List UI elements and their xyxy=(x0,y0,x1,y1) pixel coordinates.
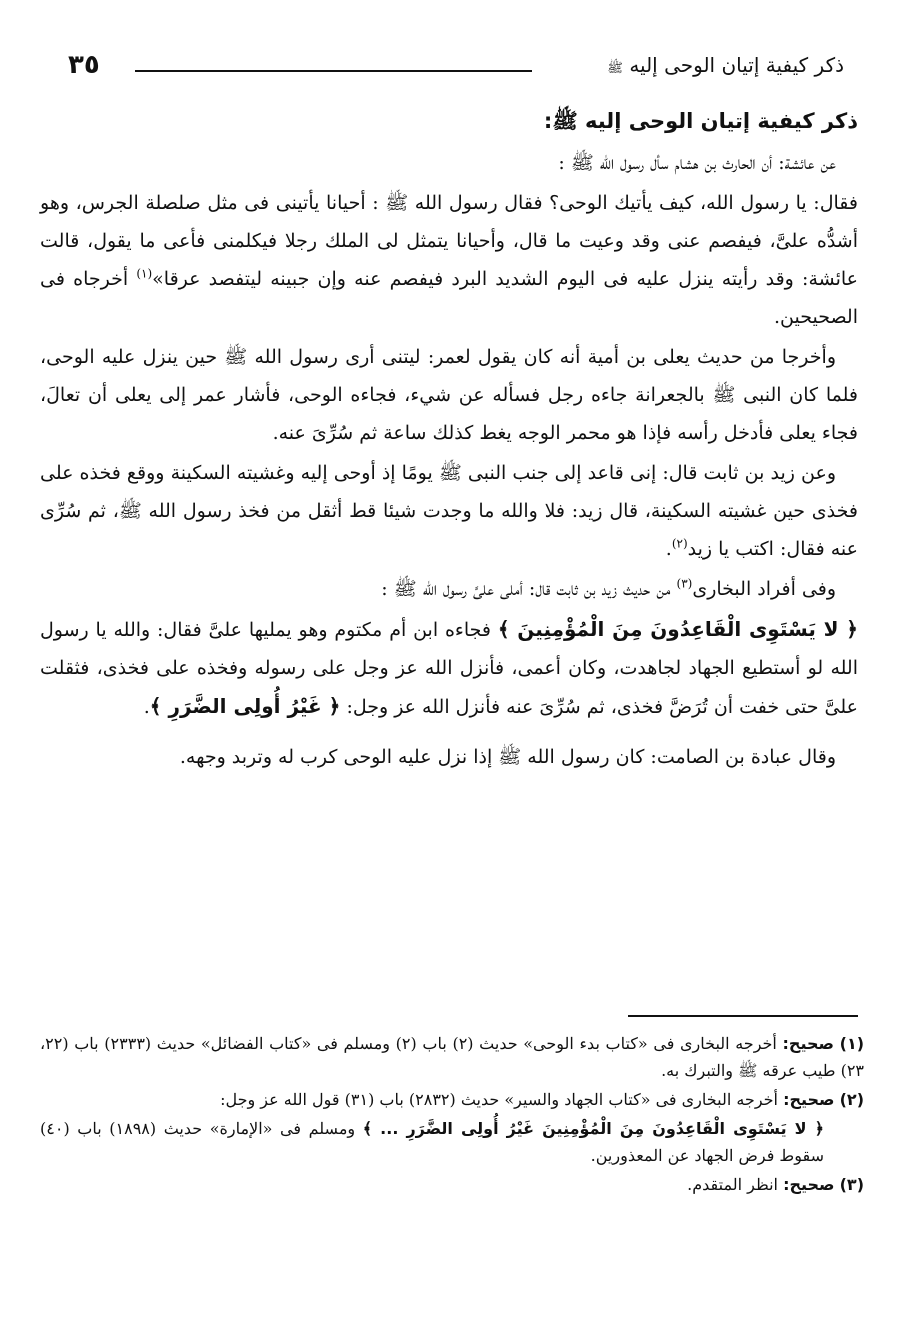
quran-quote: ﴿ غَيْرُ أُولِى الضَّرَرِ ﴾ xyxy=(149,694,341,718)
quran-quote: ﴿ لا يَسْتَوِى الْقَاعِدُونَ مِنَ الْمُؤْمِنِينَ غَيْرُ أُولِى الضَّرَرِ ... ﴾ xyxy=(362,1119,825,1138)
footnote-rule xyxy=(628,1015,858,1017)
footnote-ref-3[interactable]: (٣) xyxy=(676,576,693,591)
footnote-1 xyxy=(40,1030,864,1084)
footnote-text: ومسلم فى «الإمارة» حديث (١٨٩٨) باب (٤٠) سقوط فرض الجهاد عن المعذورين. xyxy=(40,1119,824,1165)
paragraph-bukhari xyxy=(40,570,858,608)
footnote-3 xyxy=(40,1171,864,1198)
paragraph-text: عن عائشة: أن الحارث بن هشام سأل رسول الله ﷺ : xyxy=(558,152,836,174)
footnote-number: (١) xyxy=(839,1034,865,1053)
running-title-text: ذكر كيفية إتيان الوحى إليه xyxy=(629,53,844,77)
honorific-glyph: ﷺ xyxy=(607,61,623,76)
paragraph-zaid xyxy=(40,454,858,568)
footnote-text: أخرجه البخارى فى «كتاب الجهاد والسير» حديث (٢٨٣٢) باب (٣١) قول الله عز وجل: xyxy=(220,1090,784,1109)
running-title xyxy=(607,53,844,79)
paragraph-text: أخرجاه فى الصحيحين. xyxy=(40,268,858,328)
paragraph-text: وقال عبادة بن الصامت: كان رسول الله ﷺ إذا نزل عليه الوحى كرب له وتربد وجهه. xyxy=(179,746,836,768)
footnote-2-continuation xyxy=(40,1115,864,1169)
footnote-2 xyxy=(40,1086,864,1113)
footnote-number: (٣) xyxy=(839,1175,864,1194)
paragraph-quran-verse xyxy=(40,610,858,726)
paragraph-text: وأخرجا من حديث يعلى بن أمية أنه كان يقول لعمر: ليتنى أرى رسول الله ﷺ حين ينزل عليه الوحى، فلما كان النبى ﷺ بالجعرانة جاءه رجل فسأله عن شيء، فجاءه الوحى، فأشار عمر إلى يعلى أن تعالَ، فجاء يعلى فأدخل رأسه فإذا هو محمر الوجه يغط كذلك ساعة ثم سُرِّىَ عنه. xyxy=(40,346,858,444)
footnotes xyxy=(40,1030,864,1200)
footnote-number: (٢) xyxy=(839,1090,864,1109)
paragraph-text: . xyxy=(665,538,672,560)
page-number: ٣٥ xyxy=(68,50,100,80)
paragraph-text: من حديث زيد بن ثابت قال: أملى علىَّ رسول الله ﷺ : xyxy=(381,578,677,600)
paragraph-text: فقال: يا رسول الله، كيف يأتيك الوحى؟ فقال رسول الله ﷺ : أحيانا يأتينى فى مثل صلصلة الجرس، وهو أشدُّه علىَّ، فيفصم عنى وقد وعيت ما قال، وأحيانا يتمثل لى الملك رجلا فيكلمنى فأعى ما يقول، قالت عائشة: وقد رأيته ينزل عليه فى اليوم الشديد البرد فيفصم عنه وإن جبينه ليتفصد عرقا» xyxy=(40,192,858,290)
paragraph-aisha-intro xyxy=(40,144,858,182)
footnote-ref-1[interactable]: (١) xyxy=(136,266,153,281)
footnote-ref-2[interactable]: (٢) xyxy=(671,536,688,551)
quran-quote: ﴿ لا يَسْتَوِى الْقَاعِدُونَ مِنَ الْمُؤْمِنِينَ ﴾ xyxy=(497,617,858,641)
footnote-label: صحيح: xyxy=(782,1034,834,1053)
footnote-text: أخرجه البخارى فى «كتاب بدء الوحى» حديث (٢) باب (٢) ومسلم فى «كتاب الفضائل» حديث (٢٣٣٣) باب (٢٢، ٢٣) طيب عرقه ﷺ والتبرك به. xyxy=(40,1034,864,1080)
paragraph-yala xyxy=(40,338,858,452)
header-rule xyxy=(135,70,532,72)
main-text xyxy=(40,88,858,776)
paragraph-text: . xyxy=(143,696,150,718)
paragraph-text: فجاءه ابن أم مكتوم وهو يمليها علىَّ فقال: والله يا رسول الله لو أستطيع الجهاد لجاهدت، وكان أعمى، فأنزل الله عز وجل على رسوله وفخذه على فخذى، فثقلت علىَّ حتى خفت أن تُرَضَّ فخذى، ثم سُرِّىَ عنه فأنزل الله عز وجل: xyxy=(40,619,858,718)
footnote-label: صحيح: xyxy=(783,1090,835,1109)
section-heading: ذكر كيفية إتيان الوحى إليه ﷺ: xyxy=(543,109,858,133)
paragraph-ubada xyxy=(40,738,858,776)
footnote-text: انظر المتقدم. xyxy=(687,1175,784,1194)
paragraph-text: وعن زيد بن ثابت قال: إنى قاعد إلى جنب النبى ﷺ يومًا إذ أوحى إليه وغشيته السكينة ووقع فخذه على فخذى حين غشيته السكينة، قال زيد: فلا والله ما وجدت شيئا قط أثقل من فخذ رسول الله ﷺ، ثم سُرِّى عنه فقال: اكتب يا زيد xyxy=(40,462,858,560)
paragraph-hadith-aisha xyxy=(40,184,858,336)
footnote-label: صحيح: xyxy=(783,1175,835,1194)
paragraph-text: وفى أفراد البخارى xyxy=(692,578,836,600)
